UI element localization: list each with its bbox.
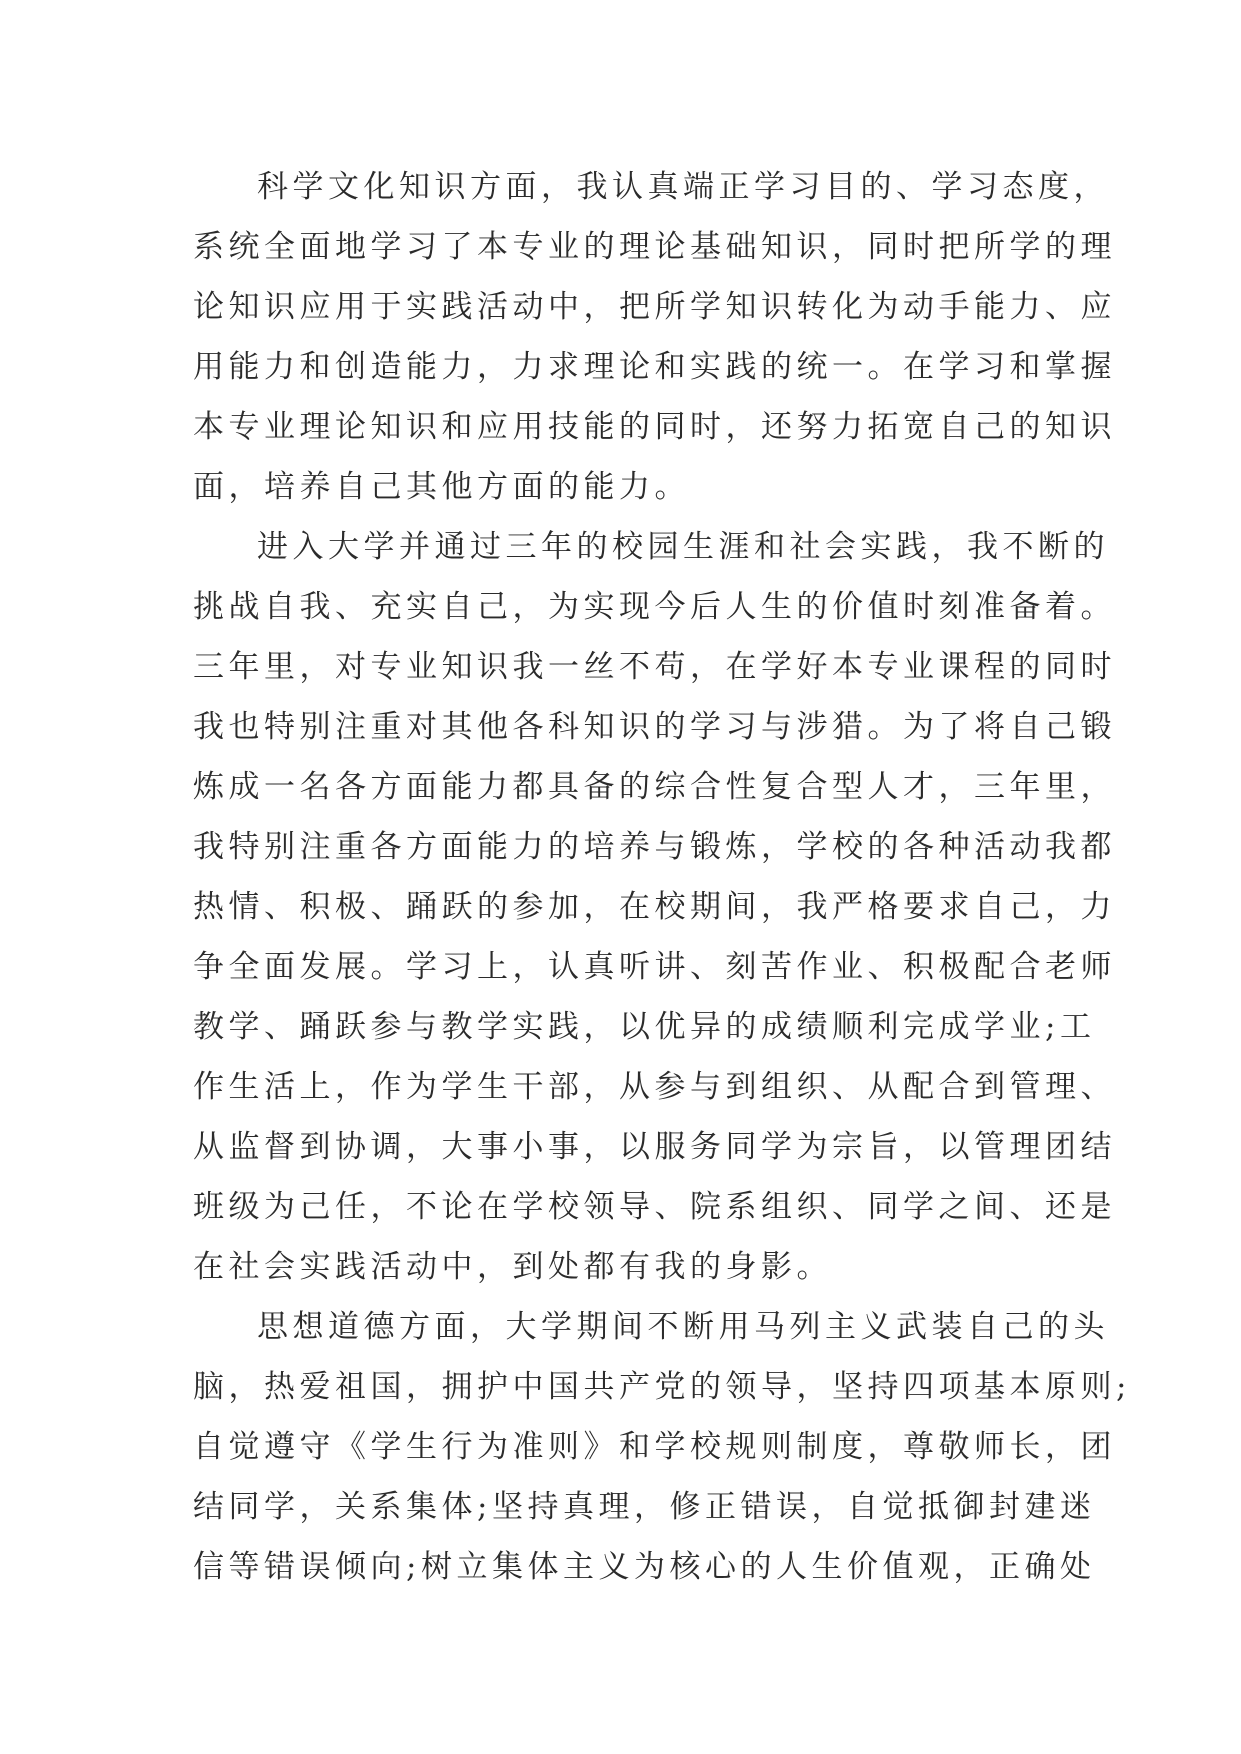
text-line: 我特别注重各方面能力的培养与锻炼，学校的各种活动我都 [193, 829, 1116, 865]
text-line: 信等错误倾向;树立集体主义为核心的人生价值观，正确处 [193, 1549, 1096, 1585]
text-line: 在社会实践活动中，到处都有我的身影。 [193, 1249, 832, 1285]
paragraph-university-life [193, 517, 1116, 1297]
text-line: 论知识应用于实践活动中，把所学知识转化为动手能力、应 [193, 289, 1116, 325]
text-line: 挑战自我、充实自己，为实现今后人生的价值时刻准备着。 [193, 589, 1116, 625]
text-line: 争全面发展。学习上，认真听讲、刻苦作业、积极配合老师 [193, 949, 1116, 985]
text-line: 炼成一名各方面能力都具备的综合性复合型人才，三年里， [193, 769, 1116, 805]
text-line: 热情、积极、踊跃的参加，在校期间，我严格要求自己，力 [193, 889, 1116, 925]
text-line: 思想道德方面，大学期间不断用马列主义武装自己的头 [257, 1309, 1109, 1345]
text-line: 教学、踊跃参与教学实践，以优异的成绩顺利完成学业;工 [193, 1009, 1096, 1045]
text-line: 科学文化知识方面，我认真端正学习目的、学习态度， [257, 169, 1109, 205]
text-line: 我也特别注重对其他各科知识的学习与涉猎。为了将自己锻 [193, 709, 1116, 745]
text-line: 自觉遵守《学生行为准则》和学校规则制度，尊敬师长，团 [193, 1429, 1116, 1465]
text-line: 结同学，关系集体;坚持真理，修正错误，自觉抵御封建迷 [193, 1489, 1096, 1525]
text-line: 用能力和创造能力，力求理论和实践的统一。在学习和掌握 [193, 349, 1116, 385]
text-line: 班级为己任，不论在学校领导、院系组织、同学之间、还是 [193, 1189, 1116, 1225]
text-line: 三年里，对专业知识我一丝不苟，在学好本专业课程的同时 [193, 649, 1116, 685]
paragraph-moral-thought [193, 1297, 1131, 1597]
text-line: 面，培养自己其他方面的能力。 [193, 469, 690, 505]
text-line: 作生活上，作为学生干部，从参与到组织、从配合到管理、 [193, 1069, 1116, 1105]
text-line: 本专业理论知识和应用技能的同时，还努力拓宽自己的知识 [193, 409, 1116, 445]
text-line: 系统全面地学习了本专业的理论基础知识，同时把所学的理 [193, 229, 1116, 265]
paragraph-science-knowledge [193, 157, 1116, 517]
text-line: 脑，热爱祖国，拥护中国共产党的领导，坚持四项基本原则; [193, 1369, 1131, 1405]
text-line: 进入大学并通过三年的校园生涯和社会实践，我不断的 [257, 529, 1109, 565]
document-body [193, 157, 1131, 1597]
text-line: 从监督到协调，大事小事，以服务同学为宗旨，以管理团结 [193, 1129, 1116, 1165]
